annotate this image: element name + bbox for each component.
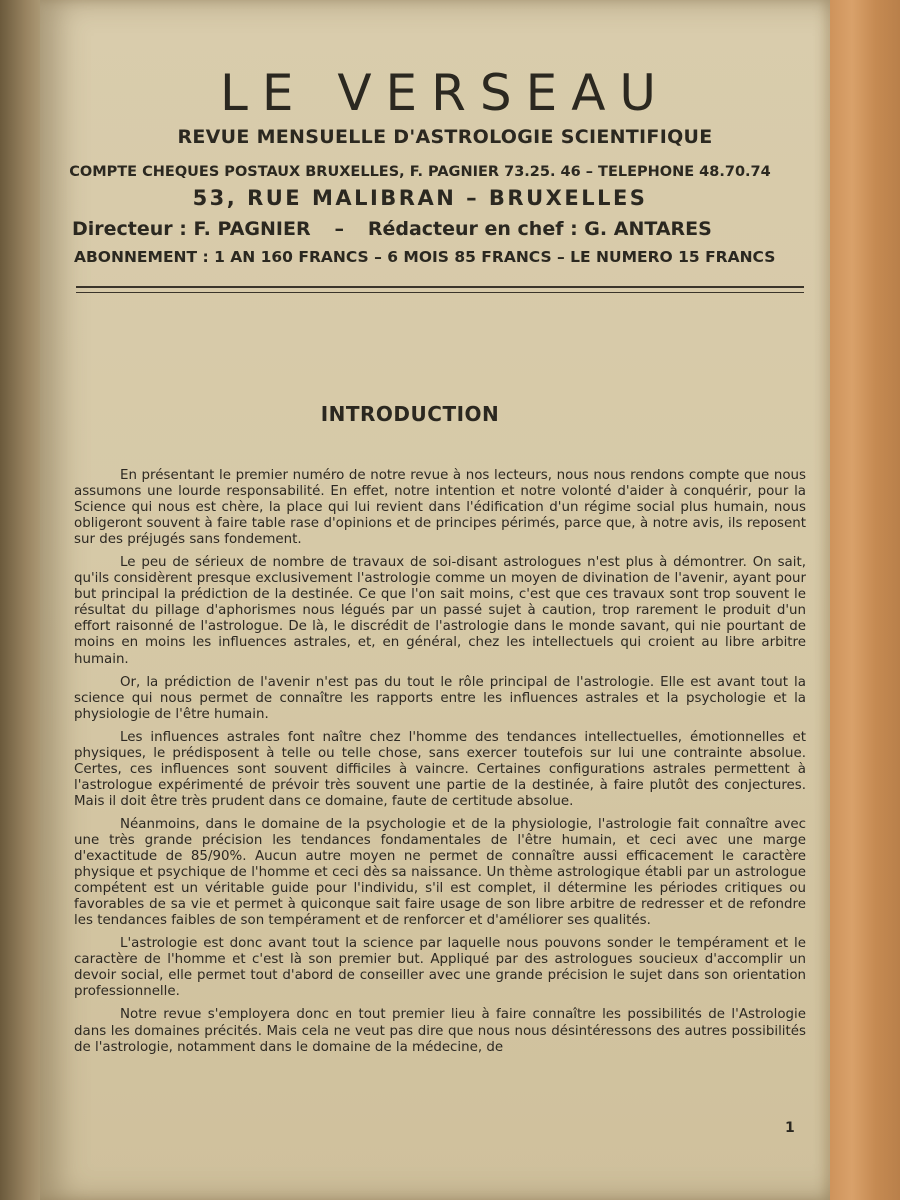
paragraph: En présentant le premier numéro de notre revue à nos lecteurs, nous nous rendons compte que nous assumons une lourde responsabilité. En effet, notre intention et notre volonté d'aider à conquérir, pour la Science qui nous est chère, la place qui lui revient dans l'édification d'un régime social plus humain, nous obligeront souvent à faire table rase d'opinions et de principes périmés, parce que, à notre avis, ils reposent sur des préjugés sans fondement. — [74, 468, 806, 548]
header-rule-thin — [76, 292, 804, 293]
address-line: 53, RUE MALIBRAN – BRUXELLES — [192, 186, 648, 210]
paragraph: Les influences astrales font naître chez l'homme des tendances intellectuelles, émotionnelles et physiques, le prédisposent à telle ou telle chose, sans exercer toutefois sur lui une contrainte absolue. Certes, ces influences sont souvent difficiles à vaincre. Certaines configurations astrales permettent à l'astrologue expérimenté de prévoir très souvent une partie de la destinée, à faire plutôt des conjectures. Mais il doit être très prudent dans ce domaine, faute de certitude absolue. — [74, 729, 806, 809]
subscription-line: ABONNEMENT : 1 AN 160 FRANCS – 6 MOIS 85 FRANCS – LE NUMERO 15 FRANCS — [74, 248, 776, 266]
masthead-title: LE VERSEAU — [219, 64, 670, 122]
paragraph: L'astrologie est donc avant tout la science par laquelle nous pouvons sonder le tempérament et le caractère de l'homme et c'est là son premier but. Appliqué par des astrologues soucieux d'accomplir un devoir social, elle permet tout d'abord de conseiller avec une grande précision le sujet dans son orientation professionnelle. — [74, 936, 806, 1000]
director-text: Directeur : F. PAGNIER — [72, 218, 311, 240]
page-number: 1 — [785, 1120, 795, 1136]
document-page — [40, 0, 830, 1200]
paragraph: Le peu de sérieux de nombre de travaux de soi-disant astrologues n'est plus à démontrer. On sait, qu'ils considèrent presque exclusivement l'astrologie comme un moyen de divination de l'avenir, ayant pour but principal la prédiction de la destinée. Ce que l'on sait moins, c'est que ces travaux sont trop souvent le résultat du pillage d'aphorismes nous légués par un passé sujet à caution, trop rarement le produit d'un effort raisonné de l'astrologue. De là, le discrédit de l'astrologie dans le monde savant, qui nie pourtant de moins en moins les influences astrales, et, en général, chez les intellectuels qui croient au libre arbitre humain. — [74, 555, 806, 667]
article-heading: INTRODUCTION — [320, 402, 500, 426]
article-body — [74, 468, 806, 1063]
masthead-subtitle: REVUE MENSUELLE D'ASTROLOGIE SCIENTIFIQUE — [177, 126, 713, 148]
header-rule-thick — [76, 286, 804, 288]
table-surface — [820, 0, 900, 1200]
account-line: COMPTE CHEQUES POSTAUX BRUXELLES, F. PAGNIER 73.25. 46 – TELEPHONE 48.70.74 — [69, 164, 771, 180]
separator-dash: – — [334, 218, 344, 240]
paragraph: Notre revue s'employera donc en tout premier lieu à faire connaître les possibilités de l'Astrologie dans les domaines précités. Mais cela ne veut pas dire que nous nous désintéressons des autres possibilités de l'astrologie, notamment dans le domaine de la médecine, de — [74, 1007, 806, 1055]
paragraph: Or, la prédiction de l'avenir n'est pas du tout le rôle principal de l'astrologie. Elle est avant tout la science qui nous permet de connaître les rapports entre les influences astrales et la psychologie et la physiologie de l'être humain. — [74, 674, 806, 722]
paragraph: Néanmoins, dans le domaine de la psychologie et de la physiologie, l'astrologie fait connaître avec une très grande précision les tendances fondamentales de l'être humain, et ceci avec une marge d'exactitude de 85/90%. Aucun autre moyen ne permet de connaître aussi efficacement le caractère physique et psychique de l'homme et ceci dès sa naissance. Un thème astrologique établi par un astrologue compétent est un véritable guide pour l'individu, s'il est complet, il détermine les périodes critiques ou favorables de sa vie et permet à quiconque sait faire usage de son libre arbitre de redresser et de refondre les tendances faibles de son tempérament et de renforcer et d'améliorer ses qualités. — [74, 816, 806, 929]
director-line — [72, 218, 802, 240]
editor-text: Rédacteur en chef : G. ANTARES — [367, 218, 712, 240]
